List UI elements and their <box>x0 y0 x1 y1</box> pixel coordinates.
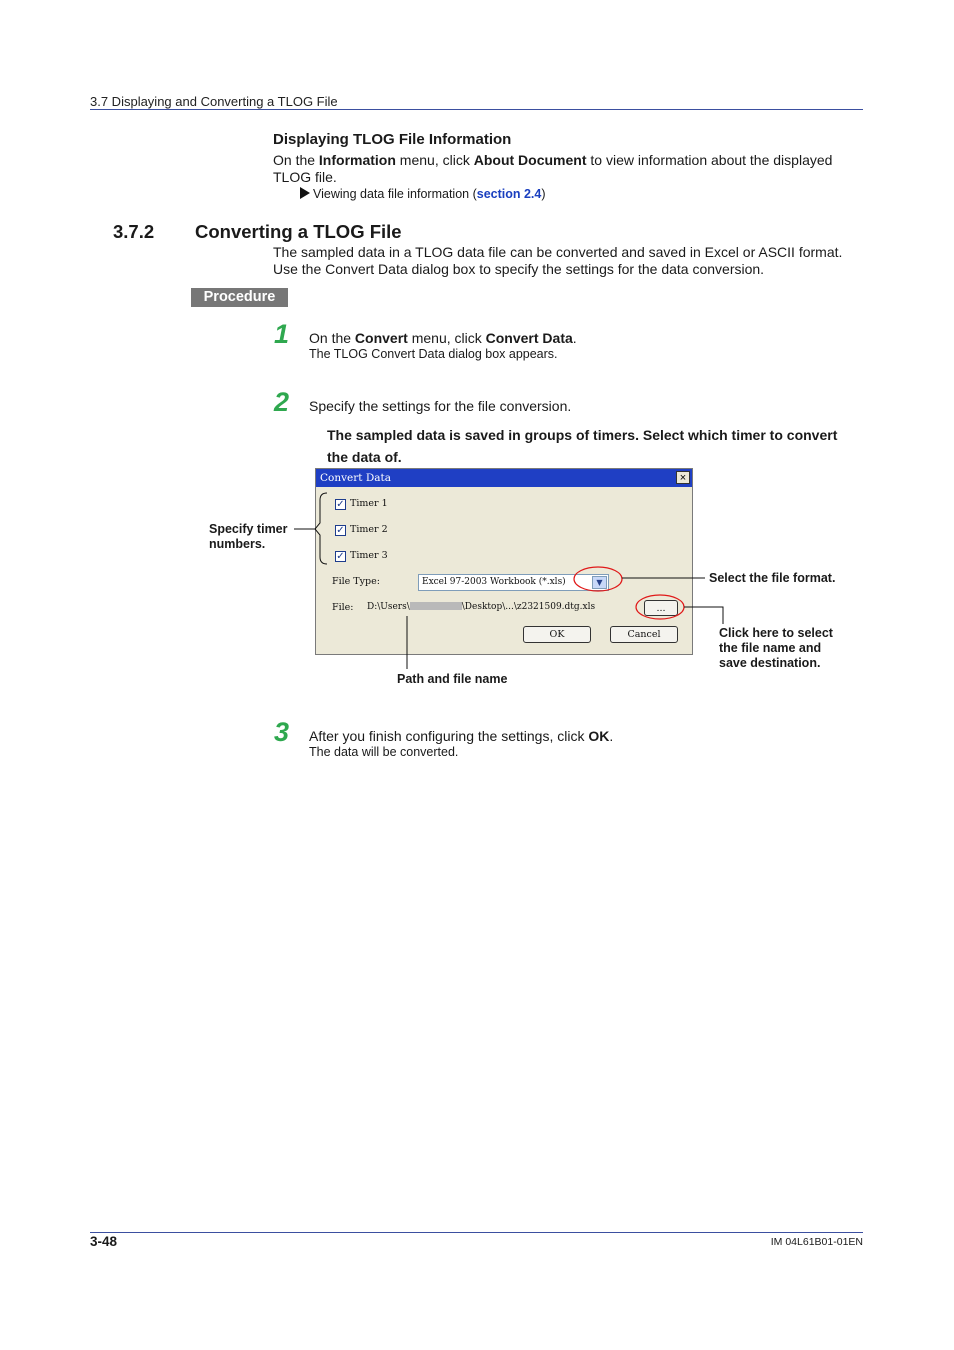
info-paragraph: On the Information menu, click About Document to view information about the displayed TLOG file. <box>273 152 833 185</box>
step-1-text: On the Convert menu, click Convert Data. <box>309 330 577 346</box>
page-number: 3-48 <box>90 1234 118 1249</box>
info-reference: Viewing data file information (section 2.4) <box>300 186 546 202</box>
callout-timers: Specify timer numbers. <box>209 522 288 551</box>
cancel-button[interactable]: Cancel <box>610 626 678 643</box>
timer-label: Timer 2 <box>350 524 388 535</box>
callout-file-format: Select the file format. <box>709 571 836 585</box>
timer-2-checkbox[interactable]: ✓ <box>336 525 345 536</box>
info-heading: Displaying TLOG File Information <box>273 131 512 148</box>
timer-label: Timer 3 <box>350 550 388 561</box>
dialog-title-bar: Convert Data <box>316 469 692 487</box>
callout-browse: Click here to select the file name and save destination. <box>719 626 833 670</box>
timer-3-checkbox[interactable]: ✓ <box>336 551 345 562</box>
callout-path: Path and file name <box>397 672 508 686</box>
browse-button[interactable]: ... <box>644 600 678 616</box>
step-number: 2 <box>274 387 290 417</box>
footer-rule <box>90 1232 863 1233</box>
file-path-value: D:\Users\ \Desktop\...\z2321509.dtg.xls <box>367 602 596 612</box>
browse-highlight-circle <box>636 595 684 619</box>
step-3-note: The data will be converted. <box>309 745 459 759</box>
file-type-select[interactable]: Excel 97-2003 Workbook (*.xls) ▼ <box>418 574 609 591</box>
step-1-note: The TLOG Convert Data dialog box appears. <box>309 347 558 361</box>
file-format-highlight-circle <box>574 567 622 591</box>
timer-bracket <box>315 493 327 564</box>
close-icon[interactable]: × <box>676 471 690 484</box>
file-type-label: File Type: <box>332 576 380 587</box>
document-id: IM 04L61B01-01EN <box>770 1236 863 1248</box>
step-number: 1 <box>274 319 290 349</box>
section-title: Converting a TLOG File <box>195 221 402 242</box>
ok-button[interactable]: OK <box>523 626 591 643</box>
step-2-text: Specify the settings for the file conversion. <box>309 398 572 414</box>
chevron-down-icon[interactable]: ▼ <box>592 576 607 589</box>
procedure-label: Procedure <box>191 288 288 307</box>
file-label: File: <box>332 602 354 613</box>
timer-label: Timer 1 <box>350 498 388 509</box>
section-link[interactable]: section 2.4 <box>476 187 542 201</box>
section-number: 3.7.2 <box>113 221 155 242</box>
step-2-note: The sampled data is saved in groups of timers. Select which timer to convert the data of. <box>327 427 838 465</box>
running-header: 3.7 Displaying and Converting a TLOG File <box>90 94 338 109</box>
step-3-text: After you finish configuring the settings, click OK. <box>309 728 614 744</box>
section-intro: The sampled data in a TLOG data file can be converted and saved in Excel or ASCII format. Use the Convert Data dialog box to specify the settings for the data conversion. <box>273 244 843 277</box>
browse-leader-line <box>684 607 723 624</box>
step-number: 3 <box>274 717 290 747</box>
timer-1-checkbox[interactable]: ✓ <box>336 499 345 510</box>
